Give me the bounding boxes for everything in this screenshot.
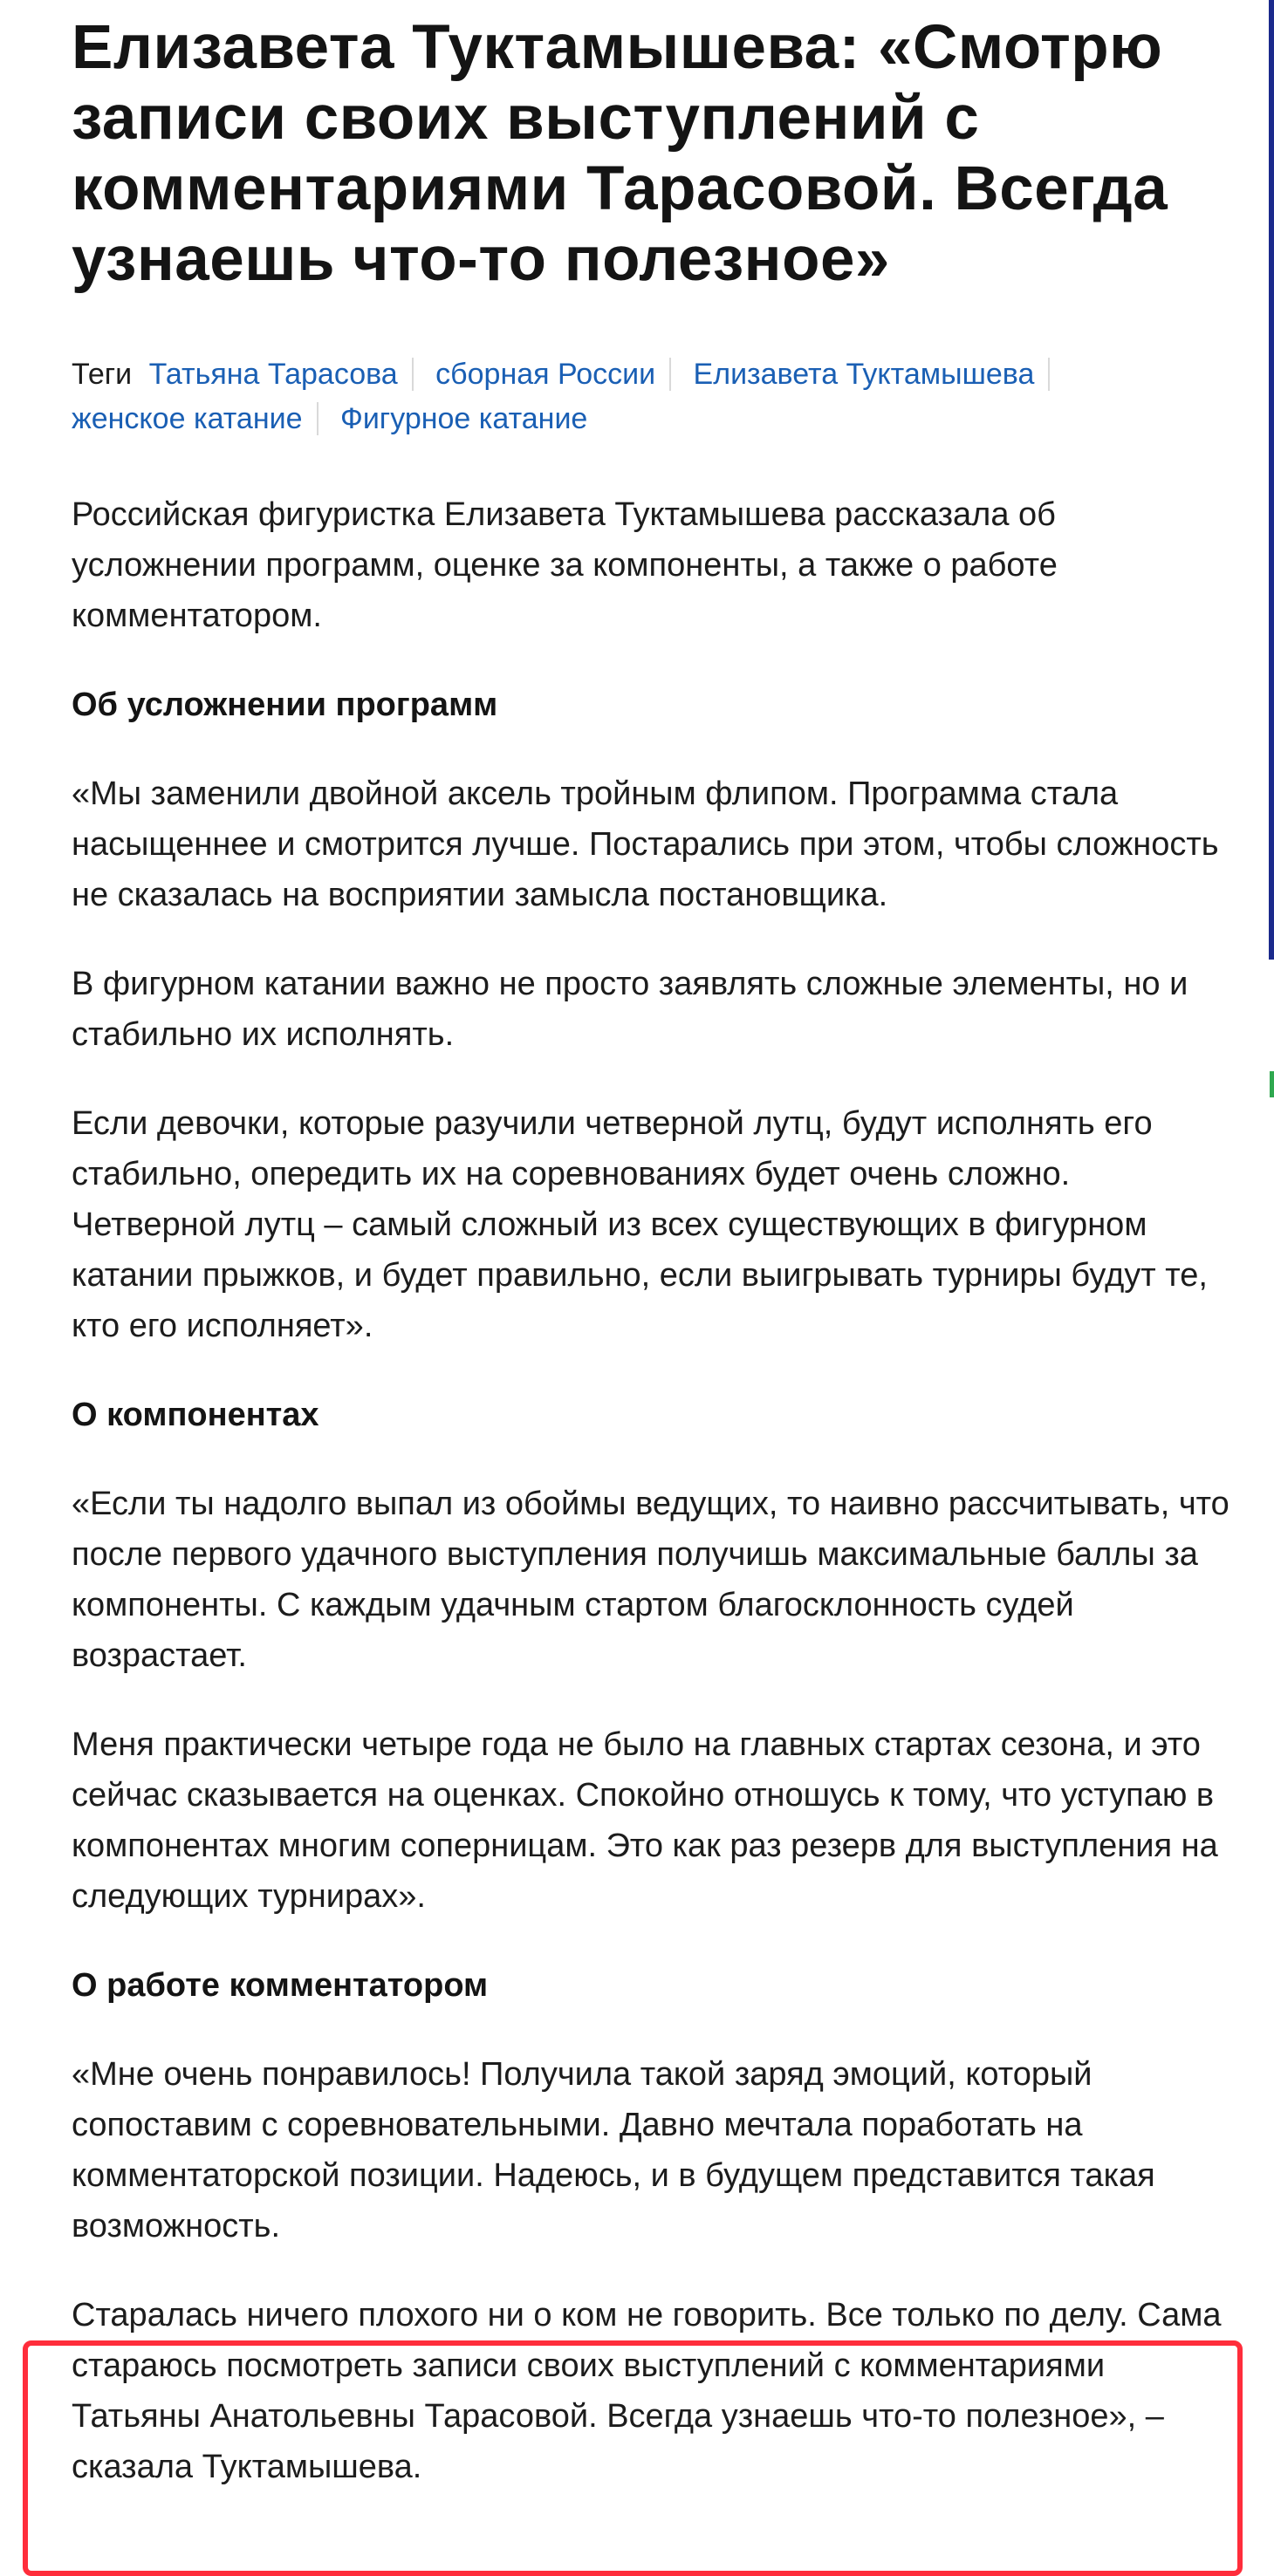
section-heading-commentator: О работе комментатором bbox=[72, 1967, 489, 2004]
tag-russia-team[interactable]: сборная России bbox=[435, 358, 671, 391]
article-headline: Елизавета Туктамышева: «Смотрю записи своих выступлений с комментариями Тарасовой. Всегда узнаешь что-то полезное» bbox=[72, 13, 1168, 294]
tags-label: Теги bbox=[72, 358, 133, 391]
paragraph: Меня практически четыре года не было на главных стартах сезона, и это сейчас сказывается на оценках. Спокойно отношусь к тому, что уступаю в компонентах многим соперницам. Это как раз резерв для выступления на следующих турнирах». bbox=[72, 1726, 1218, 1915]
article-body bbox=[72, 489, 1232, 2492]
highlighted-paragraph: Старалась ничего плохого ни о ком не говорить. Все только по делу. Сама стараюсь посмотреть записи своих выступлений с комментариями Татьяны Анатольевны Тарасовой. Всегда узнаешь что-то полезное», – сказала Туктамышева. bbox=[72, 2297, 1222, 2485]
paragraph: В фигурном катании важно не просто заявлять сложные элементы, но и стабильно их исполнять. bbox=[72, 966, 1188, 1053]
tag-figure-skating[interactable]: Фигурное катание bbox=[339, 402, 588, 435]
paragraph: «Если ты надолго выпал из обоймы ведущих, то наивно рассчитывать, что после первого удачного выступления получишь максимальные баллы за компоненты. С каждым удачным стартом благосклонность судей возрастает. bbox=[72, 1486, 1229, 1674]
tag-elizaveta-tuktamysheva[interactable]: Елизавета Туктамышева bbox=[694, 358, 1051, 391]
tag-tatyana-tarasova[interactable]: Татьяна Тарасова bbox=[149, 358, 414, 391]
article bbox=[72, 12, 1232, 2531]
edge-mark-decoration bbox=[1270, 1071, 1274, 1097]
section-heading-programs: Об усложнении программ bbox=[72, 687, 498, 723]
paragraph: «Мы заменили двойной аксель тройным флипом. Программа стала насыщеннее и смотрится лучше. Постарались при этом, чтобы сложность не сказалась на восприятии замысла постановщика. bbox=[72, 776, 1219, 913]
paragraph: «Мне очень понравилось! Получила такой заряд эмоций, который сопоставим с соревновательными. Давно мечтала поработать на комментаторской позиции. Надеюсь, и в будущем представится такая возможность. bbox=[72, 2056, 1155, 2245]
article-lead: Российская фигуристка Елизавета Туктамышева рассказала об усложнении программ, оценке за компоненты, а также о работе комментатором. bbox=[72, 496, 1058, 634]
tag-womens-skating[interactable]: женское катание bbox=[72, 402, 318, 435]
paragraph: Если девочки, которые разучили четверной лутц, будут исполнять его стабильно, опередить их на соревнованиях будет очень сложно. Четверной лутц – самый сложный из всех существующих в фигурном катании прыжков, и будет правильно, если выигрывать турниры будут те, кто его исполняет». bbox=[72, 1105, 1208, 1344]
edge-strip-decoration bbox=[1269, 0, 1274, 960]
tags-row bbox=[72, 352, 1232, 441]
section-heading-components: О компонентах bbox=[72, 1397, 319, 1433]
